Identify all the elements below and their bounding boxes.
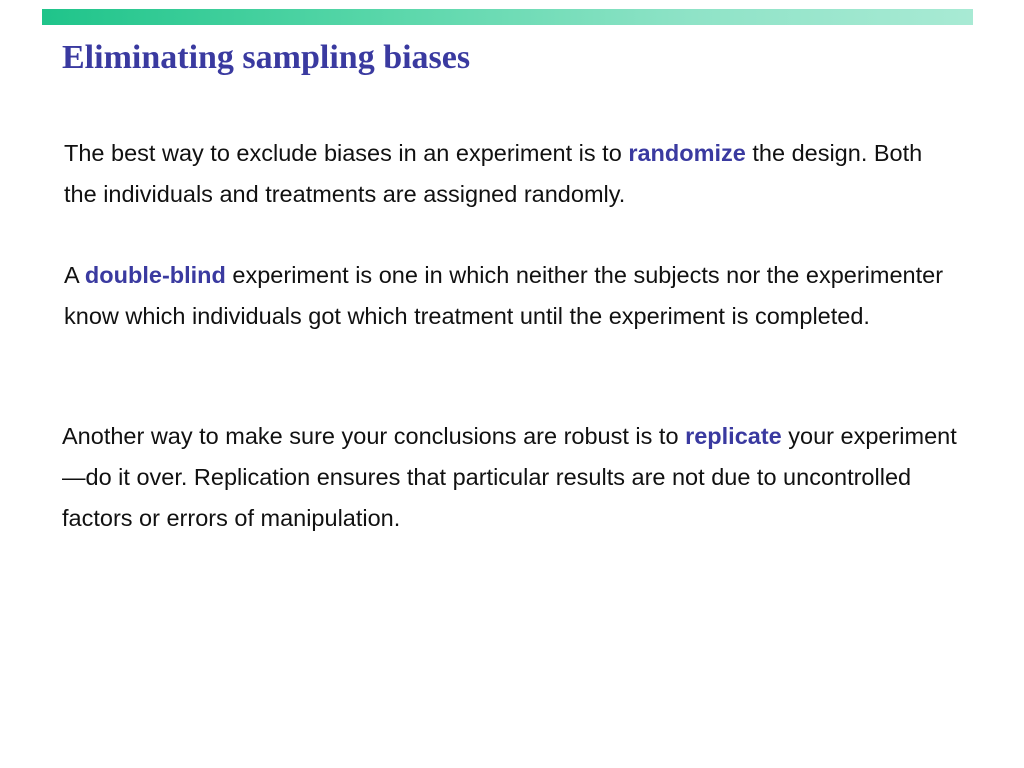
header-accent-bar — [42, 9, 973, 25]
paragraph-text: experiment is one in which neither the subjects nor the experimenter know which individuals got which treatment until the experiment is completed. — [64, 262, 944, 329]
paragraph-text: A — [64, 262, 85, 288]
paragraph-text: your experiment—do it over. Replication ensures that particular results are not due to uncontrolled factors or errors of manipulation. — [62, 423, 957, 531]
paragraph-randomize — [64, 133, 954, 215]
highlight-term: double-blind — [84, 262, 226, 288]
paragraph-text: The best way to exclude biases in an experiment is to — [64, 140, 629, 166]
paragraph-double-blind — [64, 255, 954, 337]
highlight-term: replicate — [685, 423, 782, 449]
paragraph-replicate — [62, 416, 962, 539]
slide-title: Eliminating sampling biases — [62, 39, 471, 76]
highlight-term: randomize — [628, 140, 746, 166]
paragraph-text: the design. Both the individuals and treatments are assigned randomly. — [64, 140, 923, 207]
paragraph-text: Another way to make sure your conclusions are robust is to — [62, 423, 686, 449]
